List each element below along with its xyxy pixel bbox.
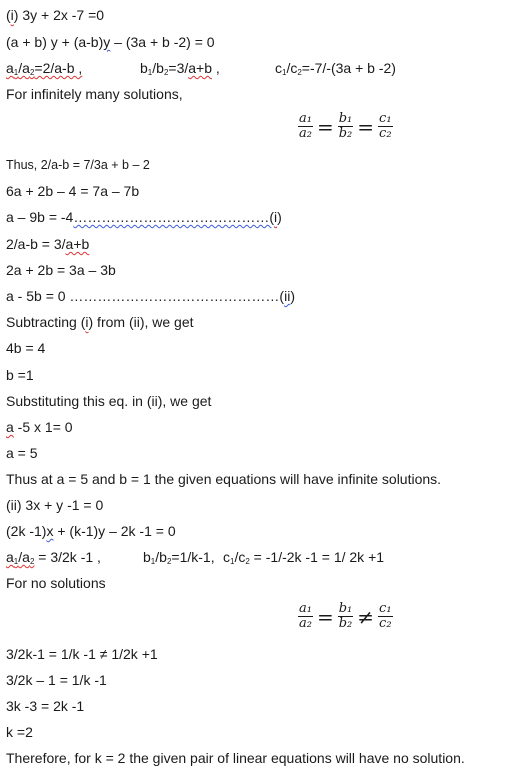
text: =1/k-1, bbox=[171, 549, 215, 565]
text-line-21: For no solutions bbox=[6, 575, 106, 591]
text-line-16: a = 5 bbox=[6, 445, 38, 461]
fraction-b bbox=[338, 602, 354, 631]
ratio-line-2 bbox=[6, 548, 385, 571]
text-line-24: 3k -3 = 2k -1 bbox=[6, 698, 85, 714]
numerator: a₁ bbox=[299, 111, 312, 126]
text: /b bbox=[152, 60, 164, 76]
text: /c bbox=[286, 60, 298, 76]
denominator: a₂ bbox=[299, 126, 312, 141]
text: =3/ bbox=[168, 60, 189, 76]
ratio-a bbox=[6, 60, 82, 76]
text: a bbox=[6, 419, 14, 435]
text: (2k -1) bbox=[6, 523, 47, 539]
fraction-a bbox=[298, 602, 313, 631]
numerator: b₁ bbox=[338, 111, 353, 126]
text-line-10 bbox=[6, 287, 295, 305]
subscript: 1 bbox=[282, 68, 287, 77]
text-line-19 bbox=[6, 522, 176, 540]
text: i bbox=[274, 209, 278, 225]
text-line-11 bbox=[6, 313, 194, 331]
text: – (3a + b -2) = 0 bbox=[110, 34, 215, 50]
text-line-12: 4b = 4 bbox=[6, 340, 46, 356]
denominator: a₂ bbox=[299, 616, 312, 631]
text: ) bbox=[290, 288, 295, 304]
text: ……………………………………( bbox=[73, 209, 274, 225]
denominator: c₂ bbox=[379, 616, 392, 631]
equals-sign: = bbox=[316, 604, 334, 629]
text: c bbox=[275, 60, 282, 76]
text-line-18: (ii) 3x + y -1 = 0 bbox=[6, 497, 104, 513]
text: a+b bbox=[188, 60, 212, 76]
subscript: 2 bbox=[297, 68, 302, 77]
subscript: 2 bbox=[163, 68, 169, 77]
ratio-equation-1 bbox=[295, 112, 396, 141]
text-line-25: k =2 bbox=[6, 724, 33, 740]
text-line-9: 2a + 2b = 3a – 3b bbox=[6, 262, 116, 278]
text: = -1/-2k -1 = 1/ 2k +1 bbox=[249, 549, 385, 565]
text: b bbox=[140, 60, 148, 76]
subscript: 1 bbox=[147, 68, 153, 77]
fraction-b bbox=[338, 112, 354, 141]
text: ) from (ii), we get bbox=[88, 314, 194, 330]
text-line-13: b =1 bbox=[6, 367, 34, 383]
subscript: 1 bbox=[230, 557, 235, 566]
text: /a bbox=[18, 60, 30, 76]
text: (a + b) y + (a-b) bbox=[6, 34, 104, 50]
text-line-8 bbox=[6, 235, 89, 253]
text: a bbox=[6, 549, 14, 565]
subscript: 2 bbox=[245, 557, 250, 566]
text-line-5: Thus, 2/a-b = 7/3a + b – 2 bbox=[6, 158, 150, 172]
equals-sign: = bbox=[316, 114, 334, 139]
text: = 3/2k -1 , bbox=[34, 549, 101, 565]
text: 2/a-b = 3/ bbox=[6, 236, 66, 252]
text-line-26: Therefore, for k = 2 the given pair of linear equations will have no solution. bbox=[6, 750, 465, 766]
subscript: 1 bbox=[150, 557, 156, 566]
text-line-7 bbox=[6, 208, 282, 226]
denominator: b₂ bbox=[338, 616, 353, 631]
text: ) 3y + 2x -7 =0 bbox=[13, 7, 105, 23]
ratio-b bbox=[140, 59, 220, 82]
fraction-a bbox=[298, 112, 313, 141]
text: /b bbox=[155, 549, 167, 565]
fraction-c bbox=[378, 602, 393, 631]
text: b bbox=[143, 549, 151, 565]
text: y bbox=[103, 34, 111, 50]
ratio-line-1 bbox=[6, 59, 396, 82]
text: i bbox=[85, 314, 89, 330]
text: Subtracting ( bbox=[6, 314, 86, 330]
ratio-c bbox=[275, 59, 396, 82]
numerator: c₁ bbox=[379, 111, 392, 126]
subscript: 2 bbox=[166, 557, 172, 566]
text-line-23: 3/2k – 1 = 1/k -1 bbox=[6, 672, 107, 688]
ratio-equation-2 bbox=[295, 602, 396, 631]
text: a – 9b = -4 bbox=[6, 209, 74, 225]
eq-line-1 bbox=[6, 6, 104, 24]
text-line-14: Substituting this eq. in (ii), we get bbox=[6, 393, 212, 409]
text: , bbox=[212, 60, 220, 76]
text-line-15 bbox=[6, 418, 73, 436]
subscript: 2 bbox=[29, 557, 35, 566]
text: ( bbox=[6, 7, 11, 23]
text: x bbox=[46, 523, 54, 539]
text-line-22: 3/2k-1 = 1/k -1 ≠ 1/2k +1 bbox=[6, 646, 158, 662]
text: /a bbox=[18, 549, 30, 565]
text: ii bbox=[284, 288, 291, 304]
text-line-6: 6a + 2b – 4 = 7a – 7b bbox=[6, 183, 140, 199]
denominator: c₂ bbox=[379, 126, 392, 141]
ratio-b bbox=[143, 548, 215, 571]
numerator: b₁ bbox=[338, 601, 353, 616]
numerator: a₁ bbox=[299, 601, 312, 616]
numerator: c₁ bbox=[379, 601, 392, 616]
equals-sign: = bbox=[357, 114, 375, 139]
text-line-17: Thus at a = 5 and b = 1 the given equations will have infinite solutions. bbox=[6, 471, 442, 487]
text-line-4: For infinitely many solutions, bbox=[6, 86, 183, 102]
text: ) bbox=[277, 209, 282, 225]
text: + (k-1)y – 2k -1 = 0 bbox=[53, 523, 176, 539]
eq-line-2 bbox=[6, 33, 215, 51]
subscript: 1 bbox=[13, 68, 19, 77]
fraction-c bbox=[378, 112, 393, 141]
text: -5 x 1= 0 bbox=[13, 419, 73, 435]
text: c bbox=[223, 549, 230, 565]
text: /c bbox=[234, 549, 246, 565]
text: =2/a-b , bbox=[34, 60, 83, 76]
text: a bbox=[6, 60, 14, 76]
text: =-7/-(3a + b -2) bbox=[301, 60, 396, 76]
ratio-c bbox=[223, 548, 384, 571]
text: i bbox=[10, 7, 14, 23]
text: a+b bbox=[65, 236, 90, 252]
subscript: 1 bbox=[13, 557, 19, 566]
denominator: b₂ bbox=[338, 126, 353, 141]
subscript: 2 bbox=[29, 68, 35, 77]
not-equal-sign: ≠ bbox=[357, 604, 375, 629]
text: a - 5b = 0 ………………………………………( bbox=[6, 288, 285, 304]
ratio-a bbox=[6, 549, 34, 565]
